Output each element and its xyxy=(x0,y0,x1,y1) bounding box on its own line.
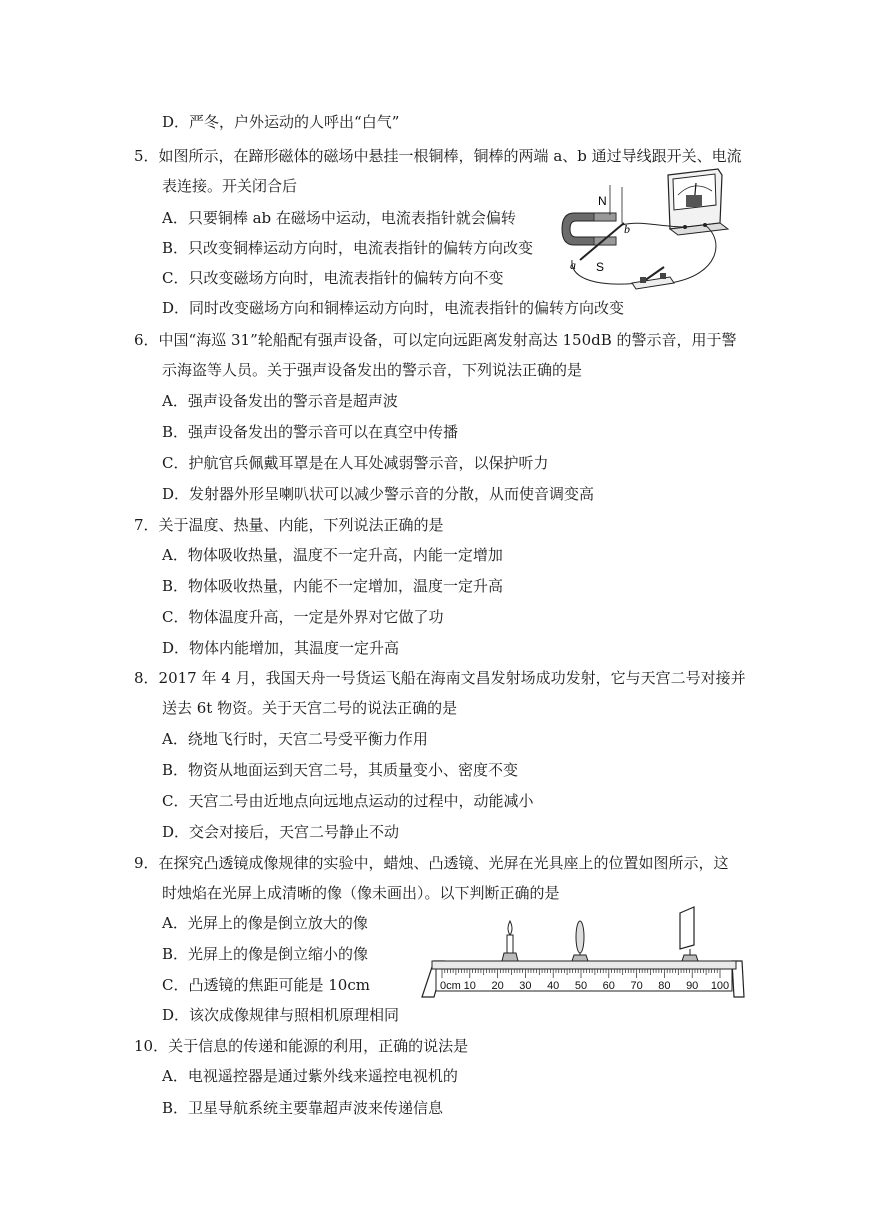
q7-option-d: D．物体内能增加，其温度一定升高 xyxy=(162,639,400,657)
q9-stem-line1: 9．在探究凸透镜成像规律的实验中，蜡烛、凸透镜、光屏在光具座上的位置如图所示，这 xyxy=(134,854,729,872)
q5-stem-line1: 5．如图所示，在蹄形磁体的磁场中悬挂一根铜棒，铜棒的两端 a、b 通过导线跟开关、电流 xyxy=(134,147,742,165)
q6-option-b: B．强声设备发出的警示音可以在真空中传播 xyxy=(162,423,459,441)
ruler-label-60: 60 xyxy=(602,980,615,992)
q5-option-b: B．只改变铜棒运动方向时，电流表指针的偏转方向改变 xyxy=(162,239,534,257)
ruler-label-70: 70 xyxy=(630,980,643,992)
q10-stem: 10．关于信息的传递和能源的利用，正确的说法是 xyxy=(134,1037,469,1055)
q8-option-c: C．天宫二号由近地点向远地点运动的过程中，动能减小 xyxy=(162,792,534,810)
label-n: N xyxy=(598,194,607,208)
q10-option-b: B．卫星导航系统主要靠超声波来传递信息 xyxy=(162,1099,444,1117)
q5-stem-line2: 表连接。开关闭合后 xyxy=(162,177,298,195)
q5-option-a: A．只要铜棒 ab 在磁场中运动，电流表指针就会偏转 xyxy=(162,209,516,227)
ruler-label-100: 100 xyxy=(710,980,730,992)
q5-option-c: C．只改变磁场方向时，电流表指针的偏转方向不变 xyxy=(162,269,504,287)
q6-option-a: A．强声设备发出的警示音是超声波 xyxy=(162,392,398,410)
q7-option-b: B．物体吸收热量，内能不一定增加，温度一定升高 xyxy=(162,577,504,595)
q8-stem-line2: 送去 6t 物资。关于天宫二号的说法正确的是 xyxy=(162,699,458,717)
label-a: a xyxy=(570,258,576,272)
ruler-label-90: 90 xyxy=(686,980,699,992)
q9-stem-line2: 时烛焰在光屏上成清晰的像（像未画出）。以下判断正确的是 xyxy=(162,884,560,902)
q7-option-c: C．物体温度升高，一定是外界对它做了功 xyxy=(162,608,444,626)
galvanometer-icon xyxy=(668,169,728,235)
convex-lens-icon xyxy=(572,921,588,961)
ruler-label-30: 30 xyxy=(519,980,532,992)
q6-stem-line2: 示海盗等人员。关于强声设备发出的警示音，下列说法正确的是 xyxy=(162,361,583,379)
q9-option-a: A．光屏上的像是倒立放大的像 xyxy=(162,914,368,932)
q9-option-d: D．该次成像规律与照相机原理相同 xyxy=(162,1006,400,1024)
ruler-label-20: 20 xyxy=(491,980,504,992)
light-screen-icon xyxy=(680,907,698,961)
q4-option-d: D．严冬，户外运动的人呼出“白气” xyxy=(162,113,400,131)
horseshoe-magnet-icon xyxy=(562,213,616,245)
q7-stem: 7．关于温度、热量、内能，下列说法正确的是 xyxy=(134,516,444,534)
q9-option-c: C．凸透镜的焦距可能是 10cm xyxy=(162,976,370,994)
switch-icon xyxy=(632,267,674,289)
q6-option-d: D．发射器外形呈喇叭状可以减少警示音的分散，从而使音调变高 xyxy=(162,485,595,503)
ruler-label-80: 80 xyxy=(658,980,671,992)
q6-stem-line1: 6．中国“海巡 31”轮船配有强声设备，可以定向远距离发射高达 150dB 的警示音，用于警 xyxy=(134,331,737,349)
ruler-label-40: 40 xyxy=(547,980,560,992)
magnet-galvanometer-figure xyxy=(560,165,735,300)
q8-option-b: B．物资从地面运到天宫二号，其质量变小、密度不变 xyxy=(162,761,519,779)
candle-icon xyxy=(502,921,518,961)
label-s: S xyxy=(596,260,605,274)
optical-bench-figure xyxy=(418,905,748,1000)
q9-option-b: B．光屏上的像是倒立缩小的像 xyxy=(162,945,369,963)
ruler-label-0: 0cm xyxy=(440,980,461,992)
ruler-label-50: 50 xyxy=(574,980,588,992)
q5-option-d: D．同时改变磁场方向和铜棒运动方向时，电流表指针的偏转方向改变 xyxy=(162,299,625,317)
q6-option-c: C．护航官兵佩戴耳罩是在人耳处减弱警示音，以保护听力 xyxy=(162,454,549,472)
ruler-label-10: 10 xyxy=(463,980,476,992)
q8-option-d: D．交会对接后，天宫二号静止不动 xyxy=(162,823,400,841)
q8-option-a: A．绕地飞行时，天宫二号受平衡力作用 xyxy=(162,730,428,748)
q7-option-a: A．物体吸收热量，温度不一定升高，内能一定增加 xyxy=(162,546,503,564)
q10-option-a: A．电视遥控器是通过紫外线来遥控电视机的 xyxy=(162,1067,458,1085)
label-b: b xyxy=(624,222,630,236)
q8-stem-line1: 8．2017 年 4 月，我国天舟一号货运飞船在海南文昌发射场成功发射，它与天宫二号对接并 xyxy=(134,669,746,687)
